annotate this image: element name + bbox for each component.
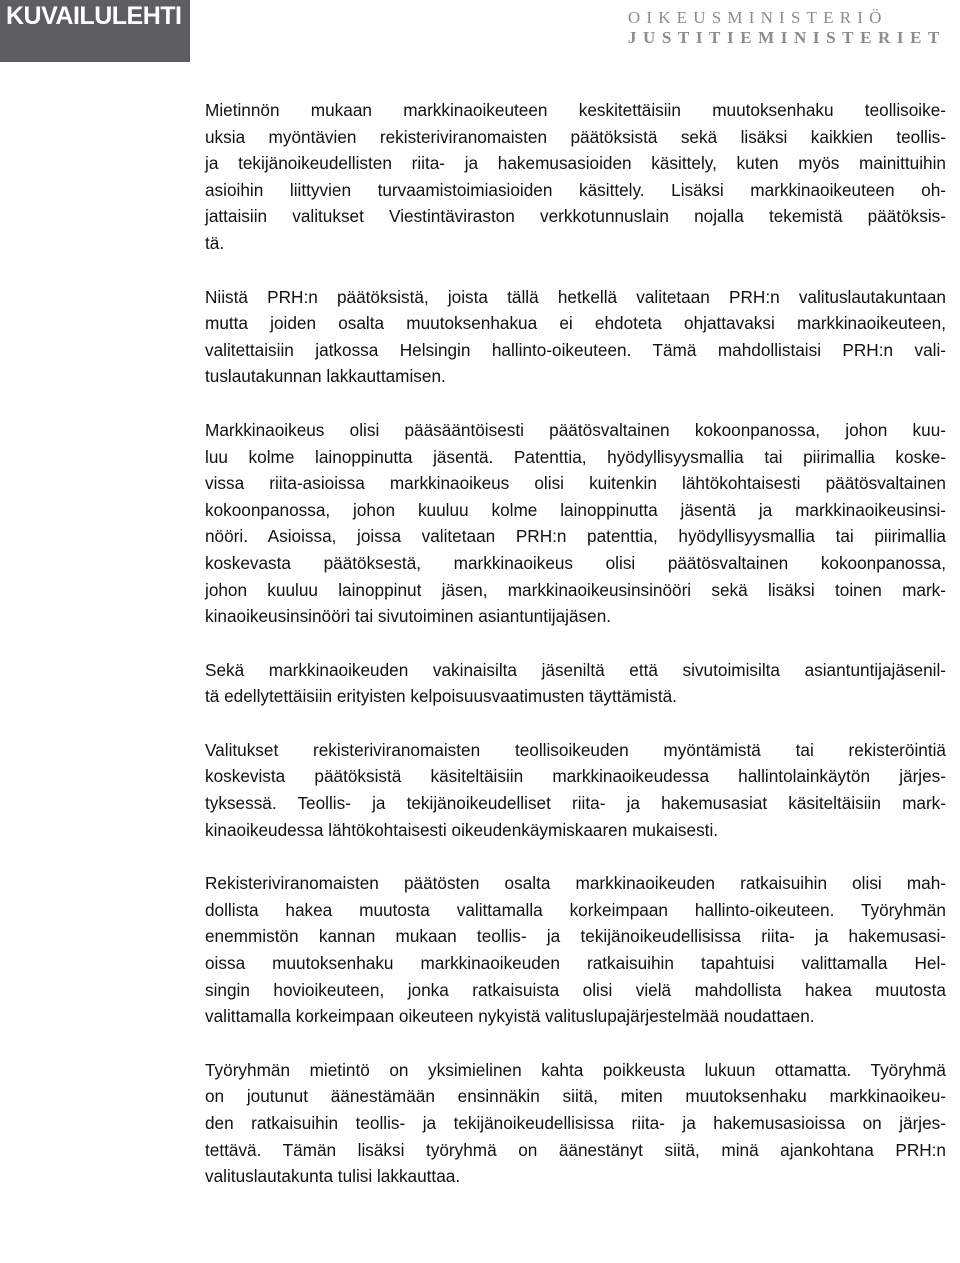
text-line: Työryhmän mietintö on yksimielinen kahta poikkeusta lukuun ottamatta. Työryhmä [205, 1059, 946, 1080]
text-line: jattaisiin valitukset Viestintäviraston verkkotunnuslain nojalla tekemistä päätöksis- [205, 206, 946, 227]
paragraph [205, 870, 946, 1030]
text-line: Markkinaoikeus olisi pääsääntöisesti päätösvaltainen kokoonpanossa, johon kuu- [205, 419, 946, 440]
text-line: nööri. Asioissa, joissa valitetaan PRH:n patenttia, hyödyllisyysmallia tai piirimallia [205, 526, 946, 547]
text-line: ja tekijänoikeudellisten riita- ja hakemusasioiden käsittely, kuten myös mainittuihin [205, 153, 946, 174]
text-line: tuslautakunnan lakkauttamisen. [205, 366, 446, 387]
text-line: tettävä. Tämän lisäksi työryhmä on äänestänyt siitä, minä ajankohtana PRH:n [205, 1139, 946, 1160]
text-line: valituslautakunta tulisi lakkauttaa. [205, 1166, 461, 1187]
text-line: valittamalla korkeimpaan oikeuteen nykyistä valituslupajärjestelmää noudattaen. [205, 1006, 815, 1027]
paragraph [205, 417, 946, 630]
paragraph [205, 284, 946, 390]
document-body [205, 97, 946, 1217]
text-line: luu kolme lainoppinutta jäsentä. Patenttia, hyödyllisyysmallia tai piirimallia koske- [205, 446, 946, 467]
text-line: kinaoikeusinsinööri tai sivutoiminen asiantuntijajäsen. [205, 606, 612, 627]
brand-box [0, 0, 190, 62]
text-line: koskevista päätöksistä käsiteltäisiin markkinaoikeudessa hallintolainkäytön järjes- [205, 766, 946, 787]
text-line: Rekisteriviranomaisten päätösten osalta markkinaoikeuden ratkaisuihin olisi mah- [205, 873, 946, 894]
text-line: vissa riita-asioissa markkinaoikeus olisi kuitenkin lähtökohtaisesti päätösvaltainen [205, 473, 946, 494]
text-line: enemmistön kannan mukaan teollis- ja tekijänoikeudellisissa riita- ja hakemusasi- [205, 926, 946, 947]
ministry-name-finnish: OIKEUSMINISTERIÖ [627, 8, 888, 27]
paragraph [205, 657, 946, 710]
text-line: mutta joiden osalta muutoksenhakua ei ehdoteta ohjattavaksi markkinaoikeuteen, [205, 313, 946, 334]
paragraph [205, 97, 946, 257]
text-line: kinaoikeudessa lähtökohtaisesti oikeudenkäymiskaaren mukaisesti. [205, 819, 719, 840]
text-line: asioihin liittyvien turvaamistoimiasioiden käsittely. Lisäksi markkinaoikeuteen oh- [205, 179, 946, 200]
text-line: Valitukset rekisteriviranomaisten teollisoikeuden myöntämistä tai rekisteröintiä [205, 739, 946, 760]
text-line: koskevasta päätöksestä, markkinaoikeus olisi päätösvaltainen kokoonpanossa, [205, 552, 946, 573]
paragraph [205, 737, 946, 843]
ministry-logo [628, 8, 946, 48]
text-line: johon kuuluu lainoppinut jäsen, markkinaoikeusinsinööri sekä lisäksi toinen mark- [205, 579, 946, 600]
text-line: dollista hakea muutosta valittamalla korkeimpaan hallinto-oikeuteen. Työryhmän [205, 899, 946, 920]
text-line: Sekä markkinaoikeuden vakinaisilta jäseniltä että sivutoimisilta asiantuntijajäsenil- [205, 659, 946, 680]
paragraph [205, 1057, 946, 1190]
text-line: on joutunut äänestämään ensinnäkin siitä, miten muutoksenhaku markkinaoikeu- [205, 1086, 946, 1107]
page-header [0, 0, 960, 62]
text-line: tyksessä. Teollis- ja tekijänoikeudelliset riita- ja hakemusasiat käsiteltäisiin mark- [205, 793, 946, 814]
ministry-name-swedish: JUSTITIEMINISTERIET [627, 28, 946, 47]
text-line: Niistä PRH:n päätöksistä, joista tällä hetkellä valitetaan PRH:n valituslautakuntaan [205, 286, 946, 307]
text-line: Mietinnön mukaan markkinaoikeuteen keskitettäisiin muutoksenhaku teollisoike- [205, 100, 946, 120]
brand-title: KUVAILULEHTI [6, 2, 182, 30]
text-line: kokoonpanossa, johon kuuluu kolme lainoppinutta jäsentä ja markkinaoikeusinsi- [205, 499, 946, 520]
text-line: tä edellytettäisiin erityisten kelpoisuusvaatimusten täyttämistä. [205, 686, 677, 707]
text-line: oissa muutoksenhaku markkinaoikeuden ratkaisuihin tapahtuisi valittamalla Hel- [205, 953, 946, 974]
text-line: singin hovioikeuteen, jonka ratkaisuista olisi vielä mahdollista hakea muutosta [205, 979, 946, 1000]
text-line: valitettaisiin jatkossa Helsingin hallinto-oikeuteen. Tämä mahdollistaisi PRH:n vali- [205, 339, 946, 360]
text-line: tä. [205, 232, 225, 253]
text-line: den ratkaisuihin teollis- ja tekijänoikeudellisissa riita- ja hakemusasioissa on järjes- [205, 1113, 946, 1133]
text-line: uksia myöntävien rekisteriviranomaisten päätöksistä sekä lisäksi kaikkien teollis- [205, 126, 946, 147]
